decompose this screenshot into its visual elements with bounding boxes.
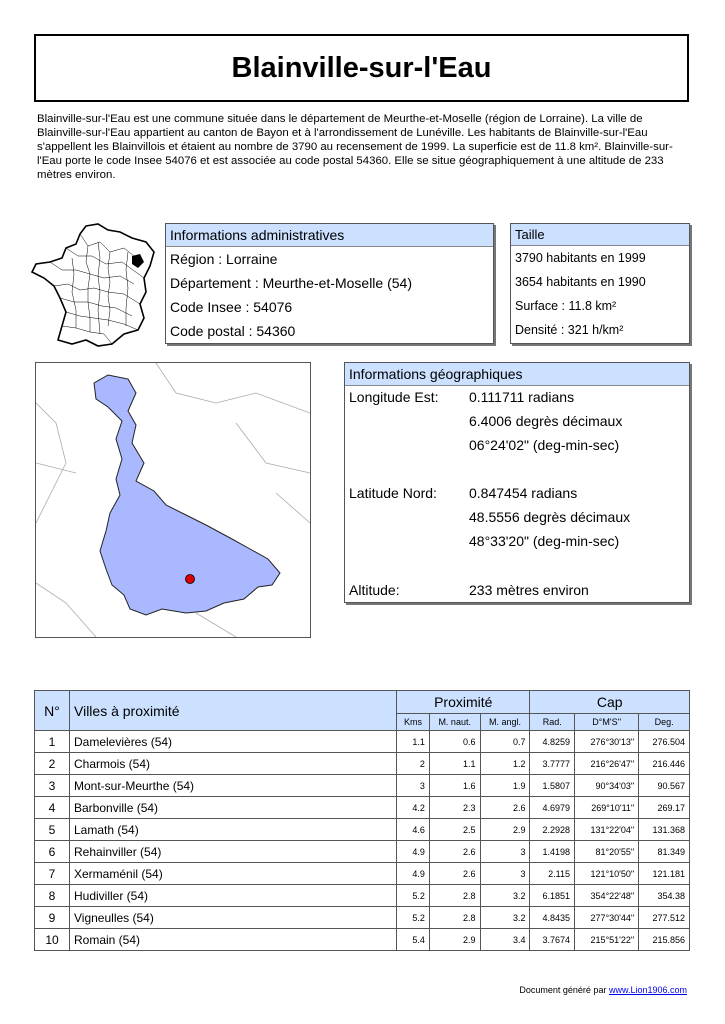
dist-kms: 5.2 [397,885,430,907]
cap-dms: 354°22'48'' [575,885,639,907]
longitude-label: Longitude Est: [349,389,439,405]
geo-info-header: Informations géographiques [345,363,689,386]
dist-kms: 5.4 [397,929,430,951]
dist-naut: 2.5 [429,819,480,841]
altitude-label: Altitude: [349,582,400,598]
dist-naut: 2.8 [429,907,480,929]
dist-kms: 2 [397,753,430,775]
taille-densite: Densité : 321 h/km² [515,323,624,337]
dist-angl: 3 [480,863,530,885]
row-number: 2 [35,753,70,775]
city-name: Mont-sur-Meurthe (54) [70,775,397,797]
dist-kms: 4.9 [397,841,430,863]
cap-rad: 3.7777 [530,753,575,775]
cap-dms: 215°51'22'' [575,929,639,951]
dist-angl: 1.9 [480,775,530,797]
row-number: 4 [35,797,70,819]
city-name: Vigneulles (54) [70,907,397,929]
cap-rad: 4.8435 [530,907,575,929]
geo-info-panel [344,362,690,603]
dist-kms: 4.2 [397,797,430,819]
col-number-header: N° [35,691,70,731]
dist-kms: 3 [397,775,430,797]
admin-code-postal: Code postal : 54360 [170,323,296,339]
latitude-label: Latitude Nord: [349,485,437,501]
cap-deg: 121.181 [639,863,690,885]
cap-dms: 277°30'44'' [575,907,639,929]
city-name: Romain (54) [70,929,397,951]
city-name: Xermaménil (54) [70,863,397,885]
cap-deg: 81.349 [639,841,690,863]
admin-code-insee: Code Insee : 54076 [170,299,293,315]
col-cap-header: Cap [530,691,690,714]
cap-rad: 1.5807 [530,775,575,797]
cap-dms: 216°26'47'' [575,753,639,775]
footer-link[interactable]: www.Lion1906.com [608,985,687,995]
nearby-cities-table [34,690,690,951]
dist-kms: 4.6 [397,819,430,841]
row-number: 7 [35,863,70,885]
dist-naut: 0.6 [429,731,480,753]
table-row [35,731,690,753]
france-map [28,222,158,350]
dist-angl: 2.9 [480,819,530,841]
latitude-decimal: 48.5556 degrès décimaux [469,509,631,525]
dist-angl: 3 [480,841,530,863]
location-marker [186,575,195,584]
dist-angl: 1.2 [480,753,530,775]
dist-naut: 1.6 [429,775,480,797]
row-number: 5 [35,819,70,841]
table-row [35,753,690,775]
table-row [35,797,690,819]
dist-kms: 1.1 [397,731,430,753]
admin-region: Région : Lorraine [170,251,278,267]
cap-deg: 215.856 [639,929,690,951]
dist-naut: 1.1 [429,753,480,775]
city-name: Lamath (54) [70,819,397,841]
row-number: 10 [35,929,70,951]
cap-dms: 276°30'13'' [575,731,639,753]
col-proximity-header: Proximité [397,691,530,714]
row-number: 8 [35,885,70,907]
table-row [35,907,690,929]
cap-deg: 216.446 [639,753,690,775]
city-name: Damelevières (54) [70,731,397,753]
dist-kms: 5.2 [397,907,430,929]
department-map [35,362,311,638]
table-row [35,929,690,951]
row-number: 9 [35,907,70,929]
cap-dms: 121°10'50'' [575,863,639,885]
cap-deg: 269.17 [639,797,690,819]
dist-naut: 2.8 [429,885,480,907]
cap-rad: 3.7674 [530,929,575,951]
cap-rad: 1.4198 [530,841,575,863]
longitude-dms: 06°24'02" (deg-min-sec) [469,437,620,453]
cap-rad: 6.1851 [530,885,575,907]
cap-rad: 4.6979 [530,797,575,819]
cap-rad: 2.2928 [530,819,575,841]
dist-kms: 4.9 [397,863,430,885]
cap-dms: 269°10'11'' [575,797,639,819]
table-row [35,841,690,863]
city-name: Hudiviller (54) [70,885,397,907]
title-text: Blainville-sur-l'Eau [231,51,492,84]
admin-info-panel [165,223,494,344]
longitude-radians: 0.111711 radians [469,389,575,405]
cap-dms: 131°22'04'' [575,819,639,841]
cap-rad: 4.8259 [530,731,575,753]
cap-dms: 90°34'03'' [575,775,639,797]
latitude-radians: 0.847454 radians [469,485,578,501]
col-cities-header: Villes à proximité [70,691,397,731]
admin-departement: Département : Meurthe-et-Moselle (54) [170,275,412,291]
taille-pop-1999: 3790 habitants en 1999 [515,251,646,265]
sub-rad: Rad. [530,714,575,731]
row-number: 6 [35,841,70,863]
table-row [35,863,690,885]
sub-kms: Kms [397,714,430,731]
page-title [34,34,689,102]
cap-dms: 81°20'55'' [575,841,639,863]
city-name: Rehainviller (54) [70,841,397,863]
dist-angl: 2.6 [480,797,530,819]
taille-pop-1990: 3654 habitants en 1990 [515,275,646,289]
dist-angl: 3.4 [480,929,530,951]
cap-deg: 276.504 [639,731,690,753]
cap-deg: 277.512 [639,907,690,929]
admin-info-header: Informations administratives [166,224,493,247]
dist-angl: 3.2 [480,907,530,929]
dist-angl: 3.2 [480,885,530,907]
cap-deg: 354.38 [639,885,690,907]
dist-angl: 0.7 [480,731,530,753]
sub-dms: D°M'S'' [575,714,639,731]
dist-naut: 2.6 [429,841,480,863]
intro-paragraph: Blainville-sur-l'Eau est une commune située dans le département de Meurthe-et-Moselle (région de Lorraine). La ville de Blainville-sur-l'Eau appartient au canton de Bayon et à l'arrondissement de Lunéville. Les habitants de Blainville-sur-l'Eau s'appellent les Blainvillois et étaient au nombre de 3790 au recensement de 1999. La superficie est de 11.8 km². Blainville-sur-l'Eau porte le code Insee 54076 et est associée au code postal 54360. Elle se situe géographiquement à une altitude de 233 mètres environ. [37,113,673,181]
taille-panel [510,223,690,344]
taille-surface: Surface : 11.8 km² [515,299,617,313]
city-name: Charmois (54) [70,753,397,775]
altitude-value: 233 mètres environ [469,582,589,598]
table-row [35,819,690,841]
dist-naut: 2.9 [429,929,480,951]
row-number: 1 [35,731,70,753]
sub-angl: M. angl. [480,714,530,731]
cap-rad: 2.115 [530,863,575,885]
sub-deg: Deg. [639,714,690,731]
footer-text: Document généré par [519,985,609,995]
cap-deg: 131.368 [639,819,690,841]
taille-header: Taille [511,224,689,246]
latitude-dms: 48°33'20" (deg-min-sec) [469,533,620,549]
dist-naut: 2.6 [429,863,480,885]
sub-naut: M. naut. [429,714,480,731]
row-number: 3 [35,775,70,797]
dist-naut: 2.3 [429,797,480,819]
cap-deg: 90.567 [639,775,690,797]
longitude-decimal: 6.4006 degrès décimaux [469,413,623,429]
footer [519,985,687,995]
table-row [35,775,690,797]
table-row [35,885,690,907]
city-name: Barbonville (54) [70,797,397,819]
